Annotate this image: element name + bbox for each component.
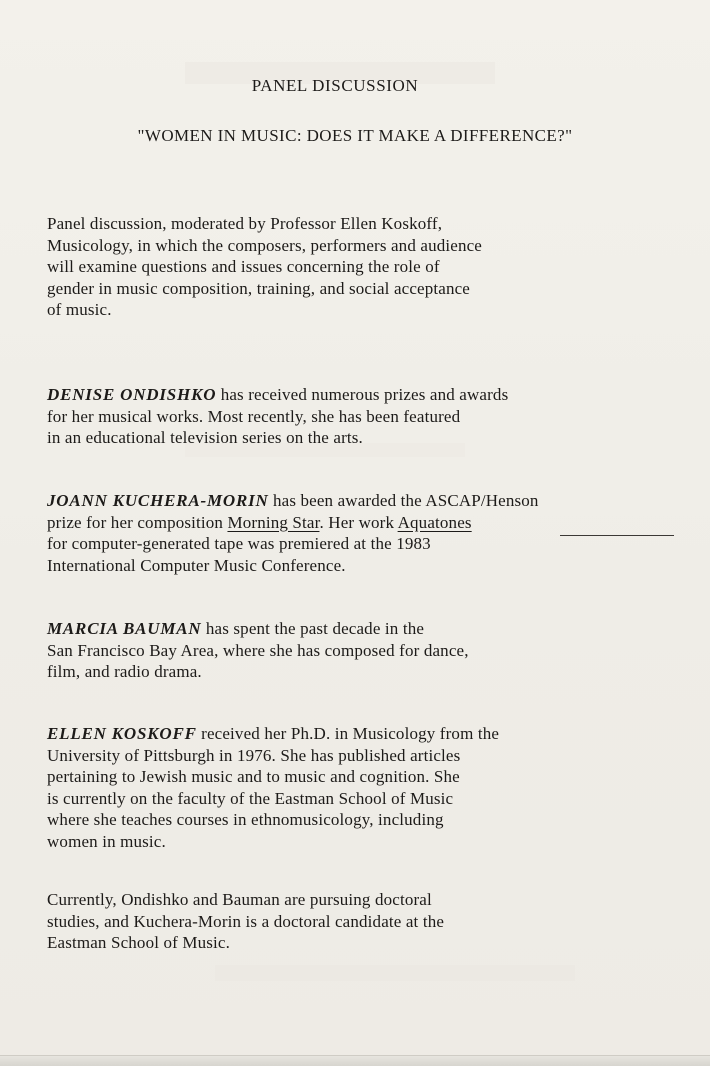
- text-line: has been awarded the ASCAP/Henson: [268, 491, 539, 510]
- bio-name: ELLEN KOSKOFF: [47, 724, 197, 743]
- text-line: has received numerous prizes and awards: [216, 385, 509, 404]
- text-line: for her musical works. Most recently, she has been featured: [47, 406, 461, 426]
- text-line: San Francisco Bay Area, where she has composed for dance,: [47, 640, 469, 660]
- bio-name: DENISE ONDISHKO: [47, 385, 217, 404]
- closing-paragraph: [47, 889, 687, 954]
- page-subtitle: "WOMEN IN MUSIC: DOES IT MAKE A DIFFERENCE?": [137, 126, 573, 145]
- bio-name: MARCIA BAUMAN: [47, 619, 202, 638]
- page-title: PANEL DISCUSSION: [251, 76, 419, 95]
- bio-joann-kuchera-morin: [47, 490, 687, 576]
- text-fragment: . Her work: [319, 512, 398, 532]
- text-fragment: prize for her composition: [47, 512, 228, 532]
- text-line: is currently on the faculty of the Eastman School of Music: [47, 788, 454, 808]
- work-title: Morning Star: [227, 512, 320, 532]
- text-line: film, and radio drama.: [47, 662, 202, 681]
- bio-name: JOANN KUCHERA-MORIN: [47, 491, 269, 510]
- bio-marcia-bauman: [47, 618, 687, 683]
- text-line: International Computer Music Conference.: [47, 555, 346, 575]
- show-through-bottom: [215, 965, 575, 981]
- text-line: where she teaches courses in ethnomusicology, including: [47, 810, 444, 829]
- text-line: received her Ph.D. in Musicology from the: [196, 724, 500, 743]
- text-line: will examine questions and issues concerning the role of: [47, 257, 440, 276]
- intro-paragraph: [47, 213, 687, 321]
- text-line: Panel discussion, moderated by Professor Ellen Koskoff,: [47, 214, 443, 233]
- bio-denise-ondishko: [47, 384, 687, 449]
- year-text: 1983: [396, 534, 431, 553]
- text-line: pertaining to Jewish music and to music and cognition. She: [47, 767, 460, 786]
- text-line: studies, and Kuchera-Morin is a doctoral candidate at the: [47, 911, 445, 931]
- text-line: Currently, Ondishko and Bauman are pursuing doctoral: [47, 890, 432, 909]
- text-line: Musicology, in which the composers, performers and audience: [47, 235, 482, 255]
- bio-ellen-koskoff: [47, 723, 687, 852]
- text-line: gender in music composition, training, and social acceptance: [47, 278, 471, 298]
- page-bottom-edge: [0, 1056, 710, 1066]
- text-line: women in music.: [47, 831, 166, 851]
- text-fragment: for computer-generated tape was premiered at the: [47, 534, 397, 553]
- text-line: in an educational television series on the arts.: [47, 428, 363, 447]
- text-line: University of Pittsburgh in 1976. She has published articles: [47, 745, 461, 765]
- text-line: of music.: [47, 300, 112, 319]
- work-title: Aquatones: [397, 512, 472, 532]
- text-line: has spent the past decade in the: [201, 619, 425, 638]
- text-line: Eastman School of Music.: [47, 933, 231, 952]
- typewriter-rule: [560, 535, 674, 536]
